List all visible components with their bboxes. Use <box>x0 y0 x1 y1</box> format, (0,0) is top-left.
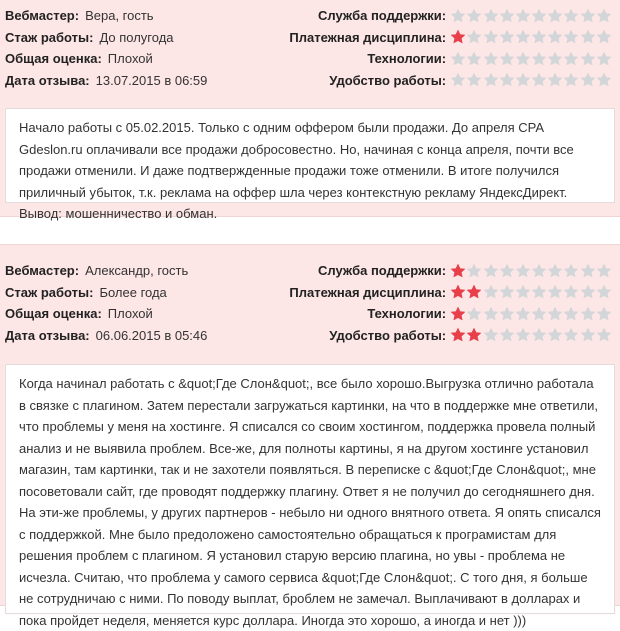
date-label: Дата отзыва: <box>5 72 90 88</box>
star-empty-icon <box>580 284 596 300</box>
star-empty-icon <box>596 72 612 88</box>
star-empty-icon <box>466 72 482 88</box>
star-empty-icon <box>547 284 563 300</box>
webmaster-value: Александр, гость <box>85 263 189 278</box>
review-meta <box>0 0 620 90</box>
date-value: 06.06.2015 в 05:46 <box>95 327 208 343</box>
ratings <box>289 5 612 91</box>
star-empty-icon <box>450 51 466 67</box>
overall-label: Общая оценка: <box>5 306 102 321</box>
star-empty-icon <box>547 306 563 322</box>
star-empty-icon <box>547 72 563 88</box>
rating-support <box>289 260 612 282</box>
review-info <box>5 5 207 91</box>
experience-row <box>5 282 207 304</box>
star-empty-icon <box>596 8 612 24</box>
star-empty-icon <box>483 29 499 45</box>
rating-label: Технологии: <box>367 51 447 67</box>
webmaster-row <box>5 5 207 27</box>
webmaster-value: Вера, гость <box>85 8 154 23</box>
star-filled-icon <box>450 284 466 300</box>
star-empty-icon <box>596 327 612 343</box>
star-empty-icon <box>466 8 482 24</box>
experience-row <box>5 27 207 49</box>
star-empty-icon <box>580 8 596 24</box>
star-empty-icon <box>563 51 579 67</box>
star-empty-icon <box>531 29 547 45</box>
webmaster-label: Вебмастер: <box>5 263 80 278</box>
rating-label: Удобство работы: <box>329 72 447 88</box>
star-empty-icon <box>531 72 547 88</box>
star-empty-icon <box>580 263 596 279</box>
star-empty-icon <box>499 8 515 24</box>
star-empty-icon <box>531 51 547 67</box>
star-empty-icon <box>563 327 579 343</box>
star-empty-icon <box>483 8 499 24</box>
overall-value: Плохой <box>107 51 153 66</box>
star-empty-icon <box>580 306 596 322</box>
star-empty-icon <box>483 51 499 67</box>
star-empty-icon <box>466 263 482 279</box>
star-empty-icon <box>499 29 515 45</box>
star-empty-icon <box>547 29 563 45</box>
experience-label: Стаж работы: <box>5 29 94 45</box>
star-empty-icon <box>499 327 515 343</box>
date-label: Дата отзыва: <box>5 327 90 343</box>
rating-label: Служба поддержки: <box>318 8 447 24</box>
star-empty-icon <box>596 263 612 279</box>
star-empty-icon <box>547 263 563 279</box>
star-empty-icon <box>563 29 579 45</box>
date-row <box>5 70 207 92</box>
star-filled-icon <box>450 306 466 322</box>
star-rating <box>450 72 612 88</box>
rating-payment <box>289 282 612 304</box>
review-meta <box>0 255 620 345</box>
star-empty-icon <box>580 29 596 45</box>
star-empty-icon <box>499 263 515 279</box>
star-empty-icon <box>450 8 466 24</box>
star-empty-icon <box>547 51 563 67</box>
rating-label: Платежная дисциплина: <box>289 29 447 45</box>
star-empty-icon <box>466 51 482 67</box>
star-empty-icon <box>531 284 547 300</box>
rating-usability <box>289 70 612 92</box>
experience-label: Стаж работы: <box>5 284 94 300</box>
star-empty-icon <box>483 306 499 322</box>
star-empty-icon <box>515 72 531 88</box>
star-empty-icon <box>499 306 515 322</box>
star-empty-icon <box>580 327 596 343</box>
overall-row <box>5 303 207 325</box>
rating-technology <box>289 48 612 70</box>
star-empty-icon <box>596 51 612 67</box>
star-empty-icon <box>515 284 531 300</box>
rating-payment <box>289 27 612 49</box>
star-rating <box>450 29 612 45</box>
star-filled-icon <box>466 284 482 300</box>
star-empty-icon <box>596 306 612 322</box>
rating-label: Удобство работы: <box>329 327 447 343</box>
rating-label: Служба поддержки: <box>318 263 447 279</box>
star-empty-icon <box>483 284 499 300</box>
star-rating <box>450 8 612 24</box>
star-empty-icon <box>563 284 579 300</box>
review-card <box>0 0 620 221</box>
star-rating <box>450 327 612 343</box>
star-empty-icon <box>580 72 596 88</box>
rating-label: Платежная дисциплина: <box>289 284 447 300</box>
star-empty-icon <box>499 72 515 88</box>
star-rating <box>450 263 612 279</box>
star-empty-icon <box>596 284 612 300</box>
star-empty-icon <box>483 263 499 279</box>
rating-label: Технологии: <box>367 306 447 322</box>
date-value: 13.07.2015 в 06:59 <box>95 72 208 88</box>
star-empty-icon <box>596 29 612 45</box>
star-empty-icon <box>466 306 482 322</box>
overall-row <box>5 48 207 70</box>
overall-label: Общая оценка: <box>5 51 102 66</box>
star-empty-icon <box>563 306 579 322</box>
star-filled-icon <box>466 327 482 343</box>
star-empty-icon <box>531 8 547 24</box>
star-empty-icon <box>483 327 499 343</box>
experience-value: До полугода <box>99 29 174 45</box>
star-empty-icon <box>515 29 531 45</box>
review-card <box>0 244 620 628</box>
star-empty-icon <box>483 72 499 88</box>
star-empty-icon <box>531 306 547 322</box>
star-empty-icon <box>466 29 482 45</box>
star-rating <box>450 306 612 322</box>
rating-usability <box>289 325 612 347</box>
webmaster-label: Вебмастер: <box>5 8 80 23</box>
rating-technology <box>289 303 612 325</box>
webmaster-row <box>5 260 207 282</box>
star-empty-icon <box>515 263 531 279</box>
review-info <box>5 260 207 346</box>
ratings <box>289 260 612 346</box>
star-empty-icon <box>499 51 515 67</box>
review-text: Начало работы с 05.02.2015. Только с одним оффером были продажи. До апреля CPA Gdeslon.ru оплачивали все продажи добросовестно. Но, начиная с конца апреля, почти все продажи отменили. И даже подтвержденные продажи тоже отменили. В итоге получился приличный убыток, т.к. реклама на оффер шла через контекстную рекламу ЯндексДирект. Вывод: мошенничество и обман. <box>5 108 615 203</box>
star-rating <box>450 284 612 300</box>
star-empty-icon <box>450 72 466 88</box>
overall-value: Плохой <box>107 306 153 321</box>
star-filled-icon <box>450 327 466 343</box>
star-empty-icon <box>563 8 579 24</box>
date-row <box>5 325 207 347</box>
star-empty-icon <box>499 284 515 300</box>
star-empty-icon <box>563 72 579 88</box>
star-empty-icon <box>515 306 531 322</box>
star-empty-icon <box>531 327 547 343</box>
star-filled-icon <box>450 29 466 45</box>
star-empty-icon <box>563 263 579 279</box>
rating-support <box>289 5 612 27</box>
star-empty-icon <box>580 51 596 67</box>
star-empty-icon <box>547 8 563 24</box>
star-rating <box>450 51 612 67</box>
star-empty-icon <box>515 8 531 24</box>
review-text: Когда начинал работать с &quot;Где Слон&quot;, все было хорошо.Выгрузка отлично работала в связке с плагином. Затем перестали загружаться картинки, на что в поддержке мне ответили, что проблемы у меня на хостинге. Я списался со своим хостингом, поддержка провела полный анализ и не выявила проблем. Все-же, для полноты картины, я на другом хостинге установил магазин, там картинки, так и не захотели появляться. В переписке с &quot;Где Слон&quot;, мне посоветовали сайт, где проводят поддержку плагину. Ответ я не получил до сегодняшнего дня. На эти-же проблемы, у других партнеров - небыло ни одного внятного ответа. Я опять списался с поддержкой. Мне было предоложено самостоятельно обращаться к програмистам для решения проблем с плагином. Я установил старую версию плагина, но увы - проблема не исчезла. Считаю, что проблема у самого сервиса &quot;Где Слон&quot;. С того дня, я больше не сотрудничаю с ними. По поводу выплат, броблем не замечал. Выплачивают в долларах и пока пройдет неделя, меняется курс доллара. Иногда это хорошо, а иногда и нет ))) <box>5 364 615 614</box>
star-filled-icon <box>450 263 466 279</box>
experience-value: Более года <box>99 284 167 300</box>
star-empty-icon <box>515 51 531 67</box>
star-empty-icon <box>515 327 531 343</box>
star-empty-icon <box>531 263 547 279</box>
star-empty-icon <box>547 327 563 343</box>
